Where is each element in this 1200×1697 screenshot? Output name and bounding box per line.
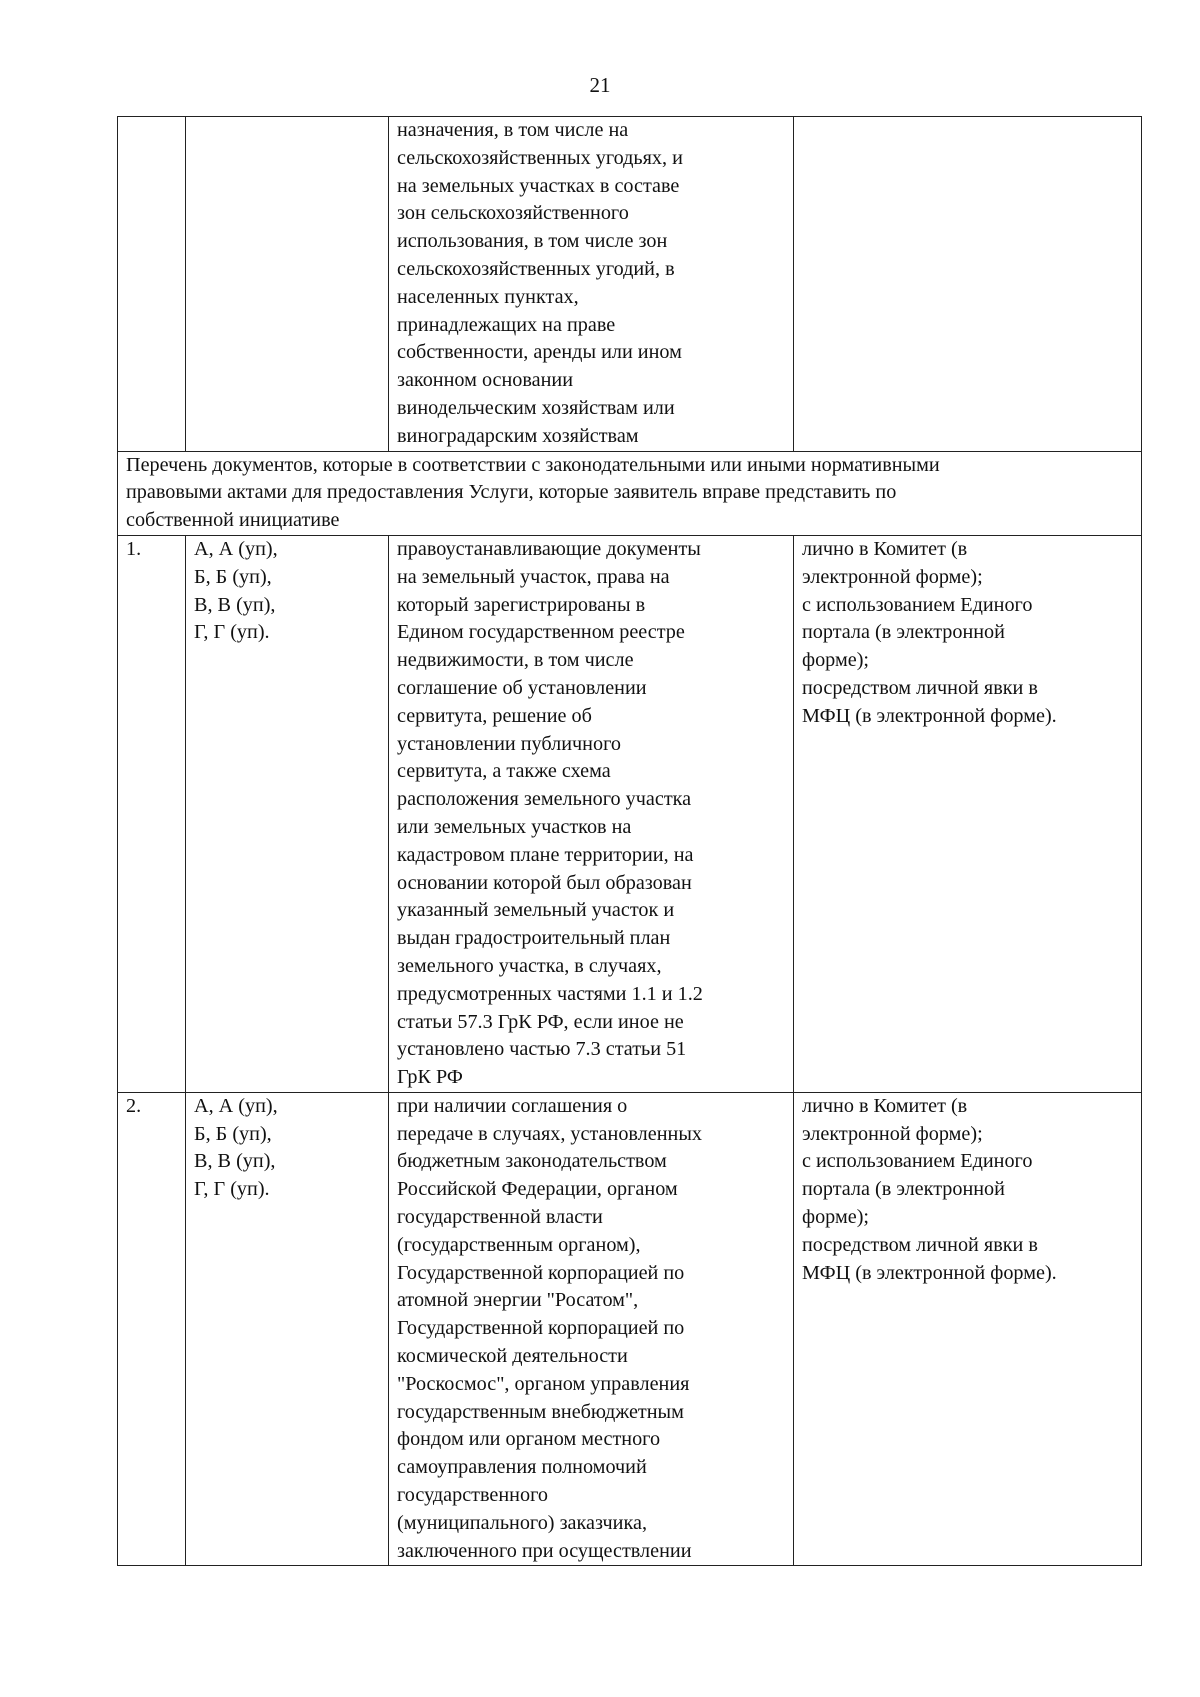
text-line: установлено частью 7.3 статьи 51 <box>397 1038 687 1061</box>
text-line: статьи 57.3 ГрК РФ, если иное не <box>397 1010 684 1033</box>
text-line: собственной инициативе <box>126 509 340 532</box>
table-row <box>118 1092 1142 1566</box>
text-line: зон сельскохозяйственного <box>397 202 629 225</box>
text-line: земельного участка, в случаях, <box>397 954 662 977</box>
text-line: который зарегистрированы в <box>397 593 646 616</box>
text-line: А, А (уп), <box>194 1094 278 1117</box>
categories-cell <box>186 1092 389 1566</box>
text-line: Российской Федерации, органом <box>397 1178 678 1201</box>
text-line: МФЦ (в электронной форме). <box>802 1261 1057 1284</box>
text-line: посредством личной явки в <box>802 1233 1038 1256</box>
documents-table <box>117 116 1142 1566</box>
section-header-row <box>118 451 1142 535</box>
text-line: недвижимости, в том числе <box>397 649 634 672</box>
text-line: Г, Г (уп). <box>194 1178 270 1201</box>
submission-method-cell <box>794 1092 1142 1566</box>
row-number-cell <box>118 117 186 452</box>
document-text <box>397 117 785 451</box>
text-line: Б, Б (уп), <box>194 1122 272 1145</box>
text-line: В, В (уп), <box>194 1150 276 1173</box>
text-line: Едином государственном реестре <box>397 621 685 644</box>
text-line: форме); <box>802 649 870 672</box>
text-line: правоустанавливающие документы <box>397 537 701 560</box>
text-line: портала (в электронной <box>802 1178 1005 1201</box>
text-line: передаче в случаях, установленных <box>397 1122 702 1145</box>
row-number-cell: 1. <box>118 535 186 1092</box>
text-line: правовыми актами для предоставления Услуги, которые заявитель вправе представить по <box>126 481 897 504</box>
text-line: сельскохозяйственных угодьях, и <box>397 146 683 169</box>
text-line: электронной форме); <box>802 1122 983 1145</box>
text-line: Перечень документов, которые в соответствии с законодательными или иными нормативными <box>126 453 940 476</box>
text-line: кадастровом плане территории, на <box>397 843 694 866</box>
text-line: выдан градостроительный план <box>397 927 671 950</box>
submission-method-cell <box>794 535 1142 1092</box>
text-line: А, А (уп), <box>194 537 278 560</box>
submission-method-cell <box>794 117 1142 452</box>
text-line: портала (в электронной <box>802 621 1005 644</box>
text-line: принадлежащих на праве <box>397 313 616 336</box>
submission-method-text <box>802 1093 1133 1288</box>
text-line: государственным внебюджетным <box>397 1400 684 1423</box>
text-line: (муниципального) заказчика, <box>397 1511 647 1534</box>
text-line: ГрК РФ <box>397 1066 463 1089</box>
text-line: Государственной корпорацией по <box>397 1261 685 1284</box>
text-line: космической деятельности <box>397 1345 628 1368</box>
text-line: сервитута, решение об <box>397 704 592 727</box>
text-line: установлении публичного <box>397 732 621 755</box>
text-line: предусмотренных частями 1.1 и 1.2 <box>397 982 703 1005</box>
row-number-cell: 2. <box>118 1092 186 1566</box>
text-line: лично в Комитет (в <box>802 1094 968 1117</box>
text-line: при наличии соглашения о <box>397 1094 628 1117</box>
text-line: законном основании <box>397 369 574 392</box>
text-line: на земельный участок, права на <box>397 565 670 588</box>
text-line: государственного <box>397 1484 548 1507</box>
text-line: электронной форме); <box>802 565 983 588</box>
categories-text <box>194 536 380 647</box>
text-line: расположения земельного участка <box>397 788 692 811</box>
text-line: с использованием Единого <box>802 1150 1033 1173</box>
text-line: указанный земельный участок и <box>397 899 675 922</box>
text-line: на земельных участках в составе <box>397 174 680 197</box>
text-line: бюджетным законодательством <box>397 1150 667 1173</box>
text-line: В, В (уп), <box>194 593 276 616</box>
text-line: использования, в том числе зон <box>397 230 668 253</box>
document-text <box>397 1093 785 1566</box>
document-description-cell <box>389 1092 794 1566</box>
text-line: посредством личной явки в <box>802 676 1038 699</box>
document-text <box>397 536 785 1092</box>
text-line: (государственным органом), <box>397 1233 641 1256</box>
text-line: сельскохозяйственных угодий, в <box>397 257 675 280</box>
submission-method-text <box>802 536 1133 731</box>
text-line: Государственной корпорацией по <box>397 1317 685 1340</box>
text-line: Г, Г (уп). <box>194 621 270 644</box>
text-line: сервитута, а также схема <box>397 760 611 783</box>
text-line: форме); <box>802 1206 870 1229</box>
table-row <box>118 535 1142 1092</box>
text-line: заключенного при осуществлении <box>397 1539 692 1562</box>
text-line: соглашение об установлении <box>397 676 647 699</box>
section-header-text <box>126 452 1133 535</box>
text-line: с использованием Единого <box>802 593 1033 616</box>
text-line: лично в Комитет (в <box>802 537 968 560</box>
document-description-cell <box>389 535 794 1092</box>
text-line: фондом или органом местного <box>397 1428 661 1451</box>
section-header-cell <box>118 451 1142 535</box>
text-line: населенных пунктах, <box>397 285 579 308</box>
text-line: основании которой был образован <box>397 871 692 894</box>
text-line: самоуправления полномочий <box>397 1456 647 1479</box>
categories-cell <box>186 535 389 1092</box>
text-line: атомной энергии "Росатом", <box>397 1289 639 1312</box>
text-line: винодельческим хозяйствам или <box>397 396 675 419</box>
text-line: "Роскосмос", органом управления <box>397 1372 690 1395</box>
text-line: назначения, в том числе на <box>397 119 629 141</box>
text-line: Б, Б (уп), <box>194 565 272 588</box>
page-number: 21 <box>589 73 611 97</box>
text-line: собственности, аренды или ином <box>397 341 682 364</box>
table-row-continuation <box>118 117 1142 452</box>
text-line: виноградарским хозяйствам <box>397 424 639 447</box>
text-line: или земельных участков на <box>397 815 632 838</box>
document-description-cell <box>389 117 794 452</box>
categories-cell <box>186 117 389 452</box>
text-line: государственной власти <box>397 1206 603 1229</box>
text-line: МФЦ (в электронной форме). <box>802 704 1057 727</box>
categories-text <box>194 1093 380 1204</box>
